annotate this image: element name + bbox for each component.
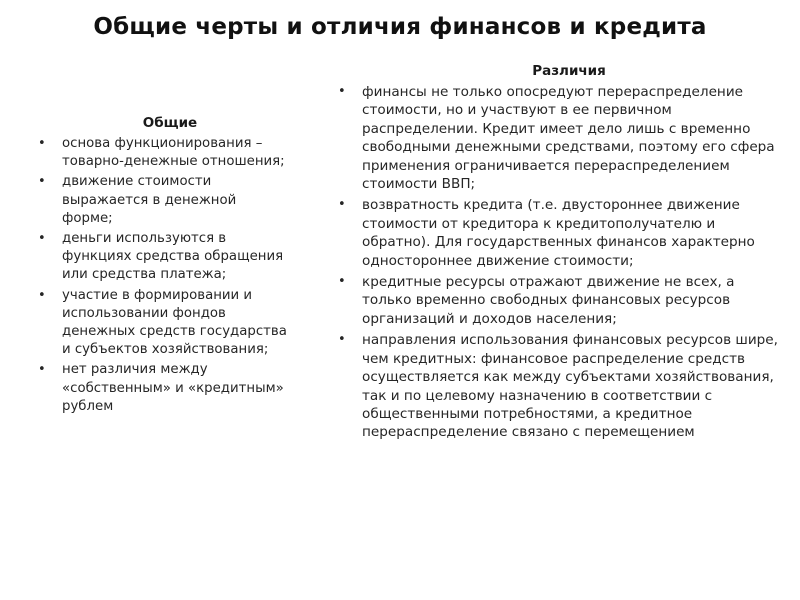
bullet-icon: • — [338, 332, 346, 348]
bullet-icon: • — [38, 231, 46, 247]
list-item-text: кредитные ресурсы отражают движение не всех, а только временно свободных финансовых ресурсов организаций и доходов населения; — [362, 274, 735, 327]
list-item-text: направления использования финансовых ресурсов шире, чем кредитных: финансовое распределение средств осуществляется как между субъектами хозяйствования, так и по целевому назначению в соответствии с общественными потребностями, а кредитное перераспределение связано с перемещением — [362, 332, 778, 441]
list-item-text: основа функционирования – товарно-денежные отношения; — [62, 136, 285, 170]
list-item-text: движение стоимости выражается в денежной форме; — [62, 174, 237, 226]
list-item-text: финансы не только опосредуют перераспределение стоимости, но и участвуют в ее первичном распределении. Кредит имеет дело лишь с временно свободными денежными средствами, поэтому его сфера применения ограничивается перераспределением стоимости ВВП; — [362, 84, 775, 193]
slide-title: Общие черты и отличия финансов и кредита — [93, 14, 707, 40]
list-item-text: нет различия между «собственным» и «кредитным» рублем — [62, 362, 284, 414]
bullet-icon: • — [38, 174, 46, 190]
bullet-icon: • — [338, 84, 346, 99]
bullet-icon: • — [38, 362, 46, 378]
differences-list — [330, 83, 780, 442]
common-features-heading: Общие — [142, 115, 198, 131]
bullet-icon: • — [338, 274, 346, 290]
differences-heading: Различия — [532, 63, 606, 79]
list-item-text: участие в формировании и использовании фондов денежных средств государства и субъектов хозяйствования; — [62, 287, 287, 358]
list-item-text: возвратность кредита (т.е. двустороннее движение стоимости от кредитора к кредитополучателю и обратно). Для государственных финансов характерно одностороннее движение стоимости; — [362, 197, 755, 269]
list-item — [330, 196, 780, 270]
list-item — [30, 361, 288, 416]
common-features-list — [30, 135, 288, 416]
list-item — [330, 83, 780, 193]
list-item — [330, 273, 780, 328]
list-item — [30, 173, 288, 228]
list-item — [330, 331, 780, 441]
common-features-column — [30, 114, 288, 418]
list-item — [30, 135, 288, 171]
differences-column — [330, 62, 780, 445]
bullet-icon: • — [38, 136, 46, 151]
list-item — [30, 230, 288, 285]
bullet-icon: • — [338, 197, 346, 213]
list-item — [30, 287, 288, 360]
list-item-text: деньги используются в функциях средства обращения или средства платежа; — [62, 231, 284, 283]
bullet-icon: • — [38, 287, 46, 303]
